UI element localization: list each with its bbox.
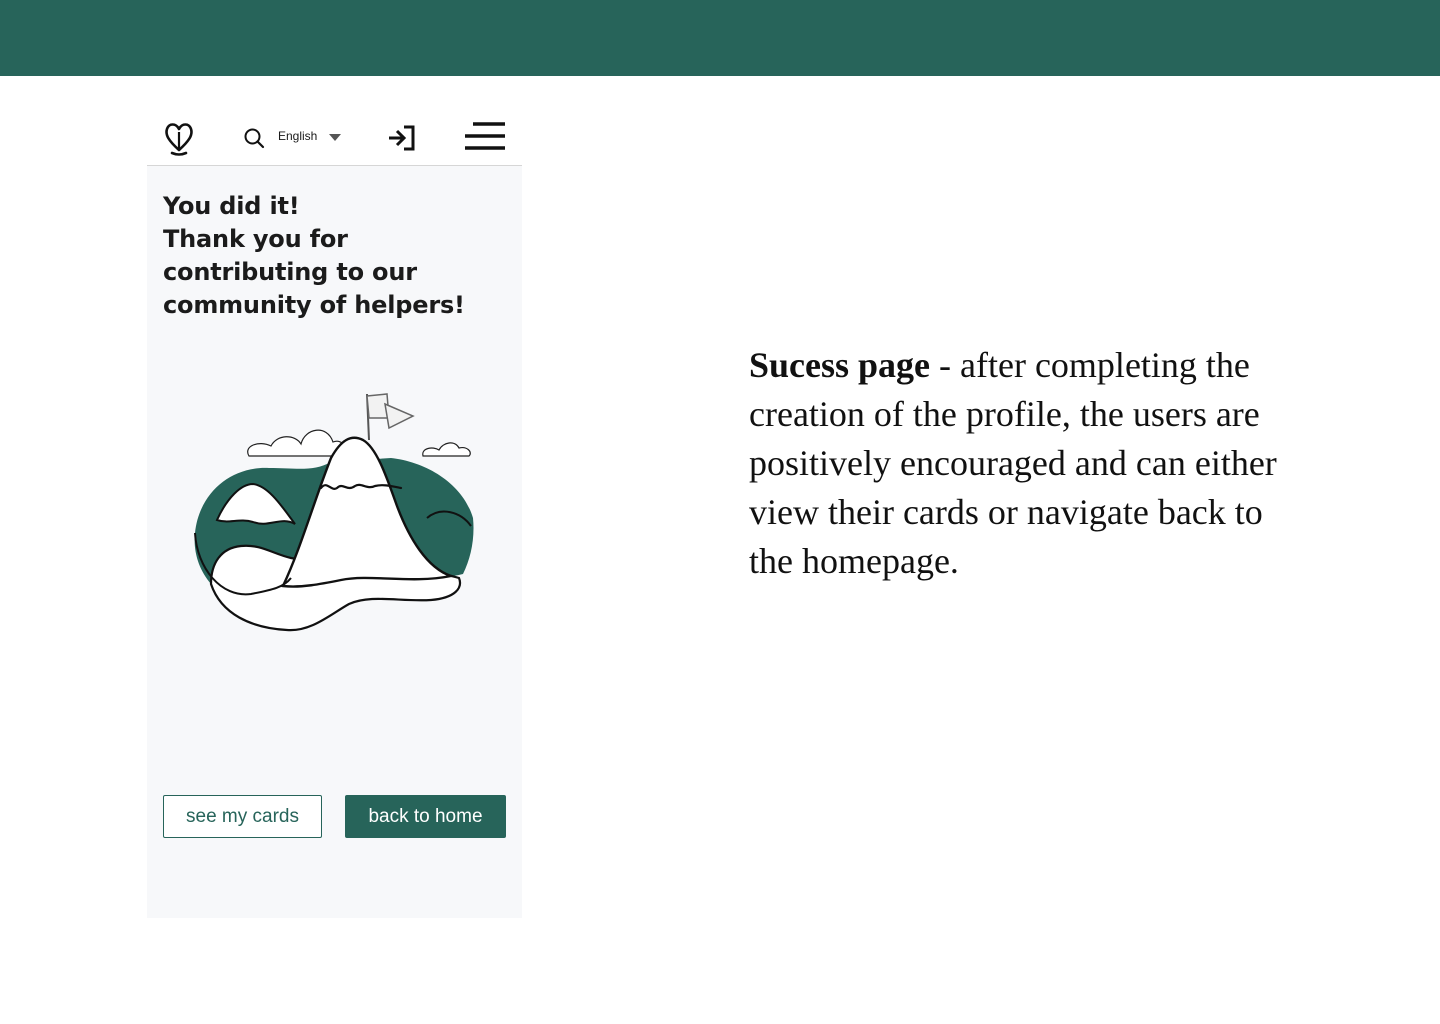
heart-pin-icon[interactable]: [163, 120, 195, 156]
back-to-home-button[interactable]: [345, 795, 506, 838]
see-my-cards-button[interactable]: [163, 795, 322, 838]
annotation-text: [749, 341, 1289, 586]
back-to-home-label: back to home: [368, 805, 483, 827]
hamburger-menu-icon[interactable]: [465, 121, 507, 153]
annotation-title: Sucess page: [749, 345, 931, 385]
phone-screen: [147, 110, 522, 918]
search-icon[interactable]: [243, 127, 265, 149]
annotation-body: - after completing the creation of the profile, the users are positively encouraged and can either view their cards or navigate back to the homepage.: [749, 345, 1277, 581]
navbar: [147, 110, 522, 166]
mountain-flag-icon: [191, 388, 481, 638]
see-my-cards-label: see my cards: [186, 805, 299, 827]
chevron-down-icon: [329, 134, 341, 141]
language-select[interactable]: [278, 129, 341, 143]
top-banner: [0, 0, 1440, 76]
success-headline: [163, 190, 503, 322]
headline-text: You did it! Thank you for contributing to our community of helpers!: [163, 192, 465, 319]
login-arrow-icon[interactable]: [387, 124, 417, 152]
language-label: English: [278, 129, 318, 143]
